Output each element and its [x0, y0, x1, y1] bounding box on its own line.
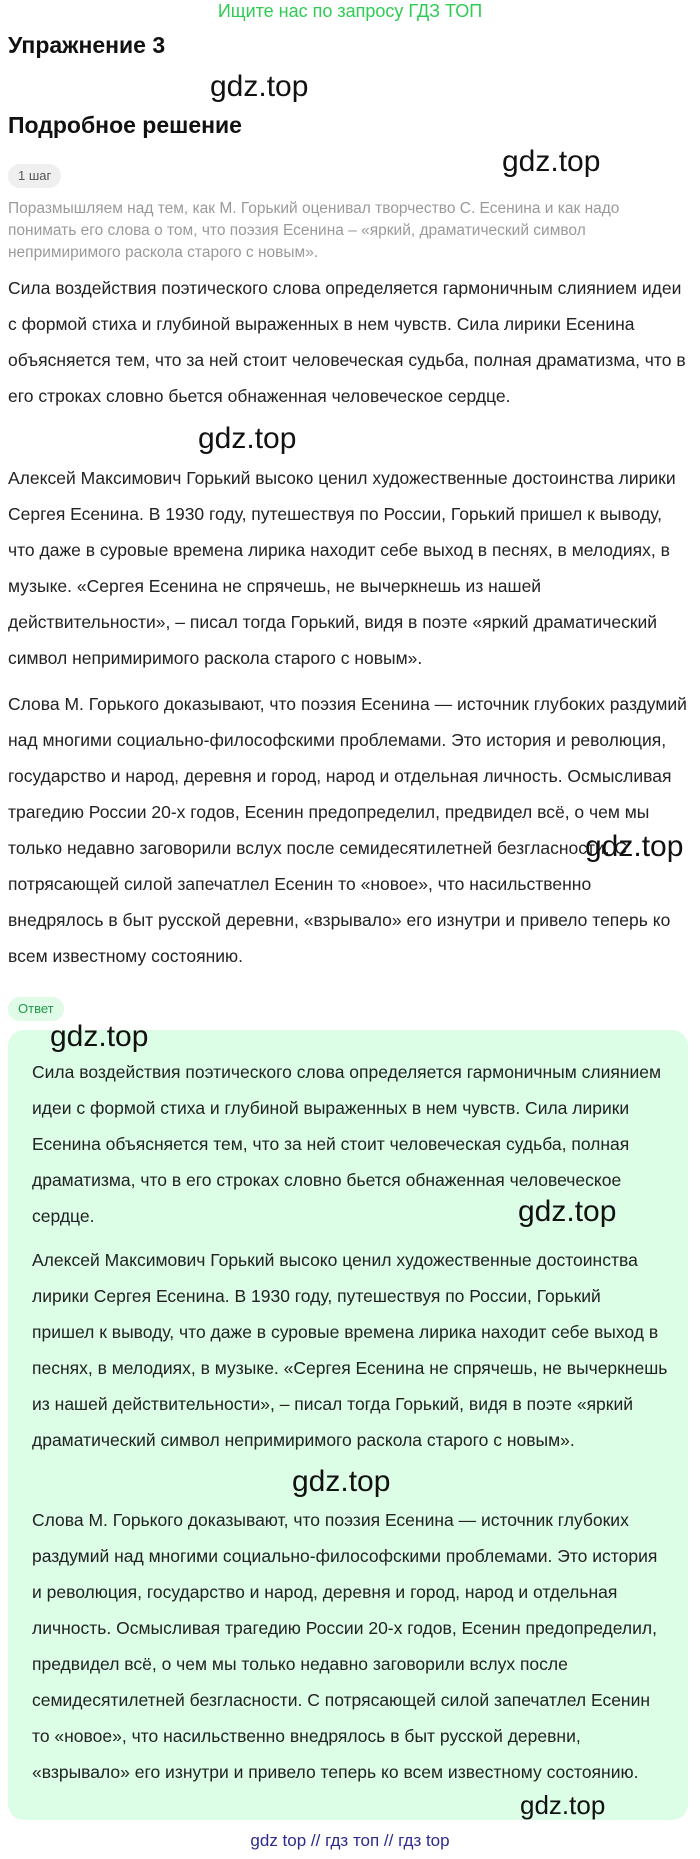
footer-links[interactable]: gdz top // гдз топ // гдз top [250, 1831, 450, 1850]
step-badge: 1 шаг [8, 164, 61, 188]
answer-badge: Ответ [8, 997, 64, 1021]
watermark: gdz.top [585, 830, 684, 863]
answer-paragraph: Сила воздействия поэтического слова определяется гармоничным слиянием идеи с формой стиха и глубиной выраженных в нем чувств. Сила лирики Есенина объясняется тем, что за ней стоит человеческая судьба, полная драматизма, что в его строках словно бьется обнаженная человеческое сердце. [32, 1062, 662, 1226]
watermark: gdz.top [520, 1790, 606, 1820]
step-hint: Поразмышляем над тем, как М. Горький оценивал творчество С. Есенина и как надо понимать его слова о том, что поэзия Есенина – «яркий, драматический символ непримиримого раскола старого с новым». [8, 200, 620, 261]
page-title: Упражнение 3 [8, 32, 166, 58]
solution-paragraph: Алексей Максимович Горький высоко ценил художественные достоинства лирики Сергея Есенина. В 1930 году, путешествуя по России, Горький пришел к выводу, что даже в суровые времена лирика находит себе выход в песнях, в мелодиях, в музыке. «Сергея Есенина не спрячешь, не вычеркнешь из нашей действительности», – писал тогда Горький, видя в поэте «яркий драматический символ непримиримого раскола старого с новым». [8, 468, 676, 668]
answer-paragraph: Алексей Максимович Горький высоко ценил художественные достоинства лирики Сергея Есенина. В 1930 году, путешествуя по России, Горький пришел к выводу, что даже в суровые времена лирика находит себе выход в песнях, в мелодиях, в музыке. «Сергея Есенина не спрячешь, не вычеркнешь из нашей действительности», – писал тогда Горький, видя в поэте «яркий драматический символ непримиримого раскола старого с новым». [32, 1250, 668, 1450]
section-title: Подробное решение [8, 112, 242, 138]
watermark: gdz.top [50, 1020, 149, 1053]
watermark: gdz.top [518, 1195, 617, 1228]
watermark: gdz.top [292, 1465, 391, 1498]
watermark: gdz.top [210, 70, 309, 103]
watermark: gdz.top [198, 422, 297, 455]
watermark: gdz.top [502, 145, 601, 178]
solution-paragraph: Сила воздействия поэтического слова определяется гармоничным слиянием идеи с формой стиха и глубиной выраженных в нем чувств. Сила лирики Есенина объясняется тем, что за ней стоит человеческая судьба, полная драматизма, что в его строках словно бьется обнаженная человеческое сердце. [8, 278, 686, 406]
solution-paragraph: Слова М. Горького доказывают, что поэзия Есенина — источник глубоких раздумий над многими социально-философскими проблемами. Это история и революция, государство и народ, деревня и город, народ и отдельная личность. Осмысливая трагедию России 20-х годов, Есенин предопределил, предвидел всё, о чем мы только недавно заговорили вслух после семидесятилетней безгласности. С потрясающей силой запечатлел Есенин то «новое», что насильственно внедрялось в быт русской деревни, «взрывало» его изнутри и привело теперь ко всем известному состоянию. [8, 694, 687, 966]
search-banner[interactable]: Ищите нас по запросу ГДЗ ТОП [217, 1, 483, 21]
answer-paragraph: Слова М. Горького доказывают, что поэзия Есенина — источник глубоких раздумий над многими социально-философскими проблемами. Это история и революция, государство и народ, деревня и город, народ и отдельная личность. Осмысливая трагедию России 20-х годов, Есенин предопределил, предвидел всё, о чем мы только недавно заговорили вслух после семидесятилетней безгласности. С потрясающей силой запечатлел Есенин то «новое», что насильственно внедрялось в быт русской деревни, «взрывало» его изнутри и привело теперь ко всем известному состоянию. [32, 1510, 658, 1782]
